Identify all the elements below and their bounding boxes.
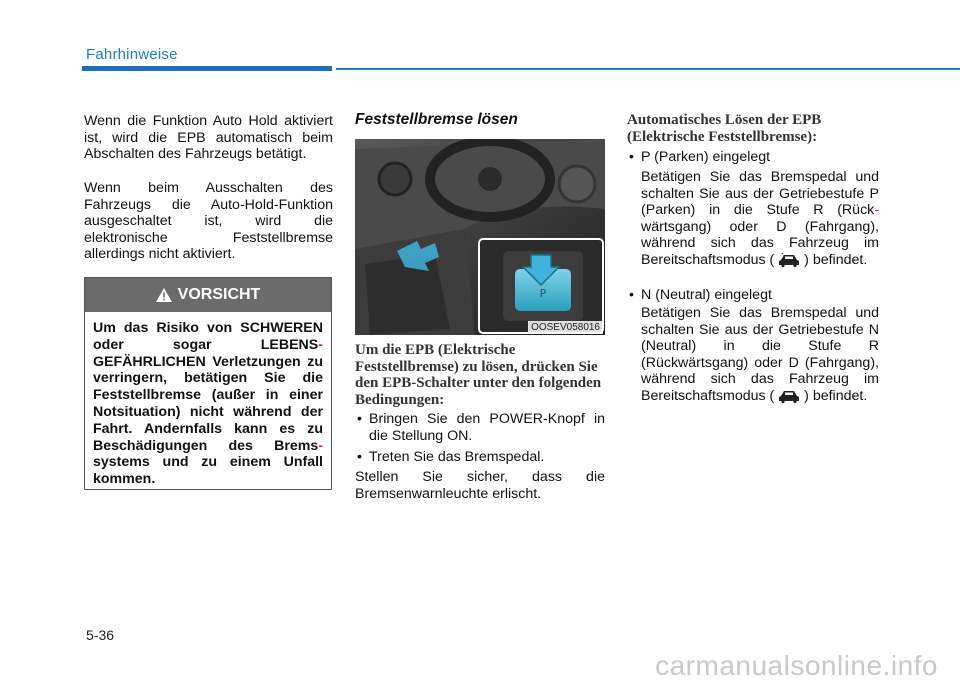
page-number: 5-36 <box>86 627 115 643</box>
bullet-park: • P (Parken) eingelegt <box>627 149 879 166</box>
svg-text:P: P <box>539 287 547 300</box>
heading-release-parking-brake: Feststellbremse lösen <box>355 111 518 128</box>
neutral-text-a: Betätigen Sie das Bremspedal und schalten Sie aus der Getriebestufe N (Neutral) in die Stufe R (Rückwärtsgang) oder D (Fahrgang), während sich das Fahrzeug im Bereitschaftsmodus ( <box>641 305 879 404</box>
bullet-neutral: • N (Neutral) eingelegt <box>627 287 879 304</box>
park-text-b: wärtsgang) oder D (Fahrgang), während sich das Fahrzeug im Bereitschaftsmodus ( <box>641 218 879 268</box>
bullet-power-on: • Bringen Sie den POWER-Knopf in die Stellung ON. <box>355 411 605 444</box>
paragraph-auto-hold-off: Wenn beim Ausschalten des Fahrzeugs die Auto-Hold-Funktion ausgeschaltet ist, wird die elektronische Feststellbremse allerdings nicht aktiviert. <box>84 180 333 263</box>
header-rule-dark <box>82 66 332 71</box>
park-text-a: Betätigen Sie das Bremspedal und schalten Sie aus der Getriebestufe P (Parken) in die Stufe R (Rück <box>641 169 879 219</box>
watermark: carmanualsonline.info <box>655 650 938 681</box>
paragraph-park <box>627 169 879 269</box>
subheading-release-conditions: Um die EPB (Elektrische Feststellbremse) zu lösen, drücken Sie den EPB-Schalter unter den folgenden Bedingungen: <box>355 342 602 408</box>
park-hyphen: - <box>874 202 879 219</box>
paragraph-warning-light: Stellen Sie sicher, dass die Bremsenwarnleuchte erlischt. <box>355 469 605 502</box>
warning-title: VORSICHT <box>177 286 261 303</box>
warning-hyphen-2: - <box>318 437 323 454</box>
epb-switch-photo <box>355 139 605 335</box>
warning-hyphen-1: - <box>318 336 323 353</box>
header-rule-light <box>336 68 960 70</box>
section-title: Fahrhinweise <box>86 46 178 63</box>
bullet-brake-pedal: • Treten Sie das Bremspedal. <box>355 449 605 466</box>
warning-header <box>85 278 331 312</box>
warning-text-part-b: GEFÄHRLICHEN Verletzungen zu verringern, betätigen Sie die Feststellbremse (außer in einer Notsituation) nicht während der Fahrt. Andernfalls kann es zu Beschädigungen des Brems <box>93 353 323 454</box>
warning-box <box>84 277 332 490</box>
warning-text-part-c: systems und zu einem Unfall kommen. <box>93 454 323 488</box>
paragraph-neutral <box>627 305 879 405</box>
ready-mode-car-icon <box>778 253 800 267</box>
ready-mode-car-icon <box>778 389 800 403</box>
warning-triangle-icon <box>156 288 172 302</box>
warning-text <box>85 312 331 488</box>
neutral-text-b: ) befindet. <box>804 387 868 404</box>
car-interior-illustration <box>355 139 605 335</box>
image-code: OOSEV058016 <box>528 321 603 334</box>
park-text-c: ) befindet. <box>804 251 868 268</box>
paragraph-auto-hold: Wenn die Funktion Auto Hold aktiviert ist, wird die EPB automatisch beim Abschalten des Fahrzeugs betätigt. <box>84 113 333 163</box>
warning-text-part-a: Um das Risiko von SCHWEREN oder sogar LEBENS <box>93 320 323 353</box>
heading-auto-release: Automatisches Lösen der EPB (Elektrische Feststellbremse): <box>627 112 822 145</box>
